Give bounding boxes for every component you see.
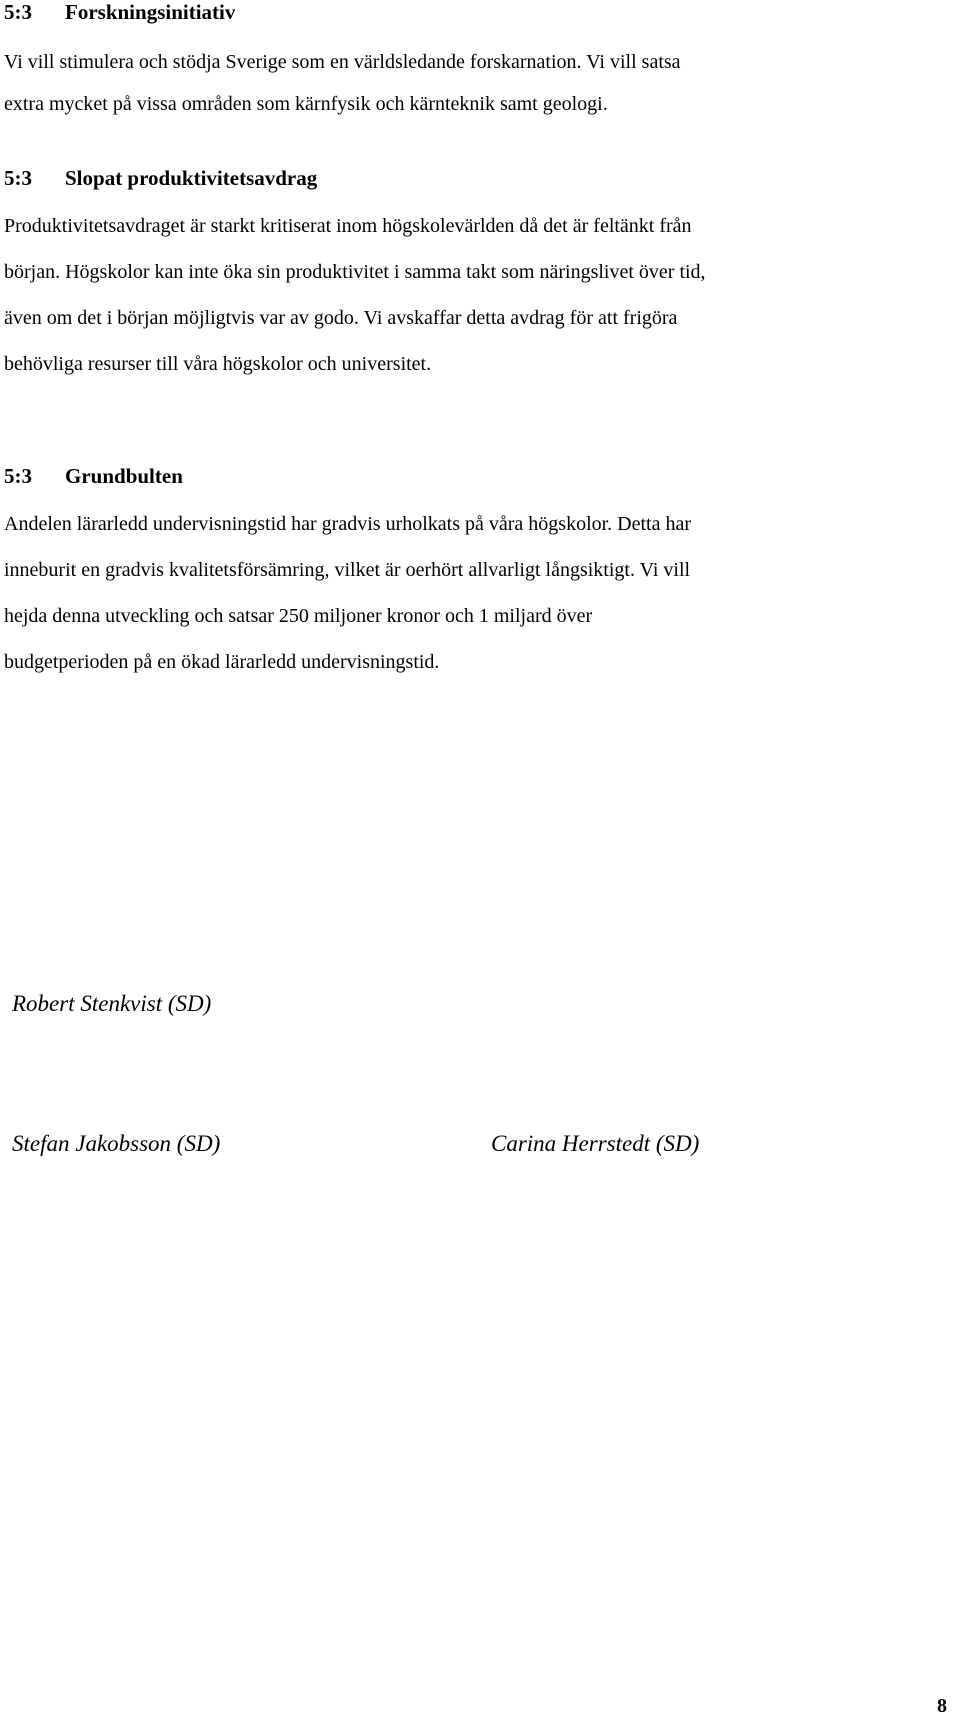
text-line: Vi vill stimulera och stödja Sverige som en världsledande forskarnation. Vi vill satsa	[4, 51, 681, 73]
text-line: Andelen lärarledd undervisningstid har gradvis urholkats på våra högskolor. Detta har	[4, 513, 692, 535]
section-title: Forskningsinitiativ	[65, 0, 236, 24]
page-number: 8	[937, 1695, 947, 1717]
section-heading	[4, 464, 954, 488]
signature-robert-stenkvist: Robert Stenkvist (SD)	[12, 991, 212, 1016]
text-line: även om det i början möjligtvis var av godo. Vi avskaffar detta avdrag för att frigöra	[4, 307, 678, 329]
text-line: budgetperioden på en ökad lärarledd undervisningstid.	[4, 651, 440, 673]
section-title: Grundbulten	[65, 464, 183, 488]
section-heading	[4, 0, 954, 24]
section-number: 5:3	[4, 166, 32, 190]
section-slopat-produktivitetsavdrag	[4, 166, 954, 387]
section-body	[4, 501, 954, 685]
signature-carina-herrstedt: Carina Herrstedt (SD)	[491, 1131, 700, 1156]
section-number: 5:3	[4, 0, 32, 24]
text-line: början. Högskolor kan inte öka sin produktivitet i samma takt som näringslivet över tid,	[4, 261, 706, 283]
section-body	[4, 41, 954, 125]
section-title: Slopat produktivitetsavdrag	[65, 166, 318, 190]
section-body	[4, 203, 954, 387]
section-forskningsinitiativ	[4, 0, 954, 125]
text-line: behövliga resurser till våra högskolor och universitet.	[4, 353, 432, 375]
text-line: hejda denna utveckling och satsar 250 miljoner kronor och 1 miljard över	[4, 605, 593, 627]
section-grundbulten	[4, 464, 954, 685]
text-line: extra mycket på vissa områden som kärnfysik och kärnteknik samt geologi.	[4, 93, 608, 115]
section-heading	[4, 166, 954, 190]
signature-stefan-jakobsson: Stefan Jakobsson (SD)	[12, 1131, 221, 1156]
text-line: inneburit en gradvis kvalitetsförsämring, vilket är oerhört allvarligt långsiktigt. Vi vill	[4, 559, 691, 581]
section-number: 5:3	[4, 464, 32, 488]
text-line: Produktivitetsavdraget är starkt kritiserat inom högskolevärlden då det är feltänkt från	[4, 215, 692, 237]
